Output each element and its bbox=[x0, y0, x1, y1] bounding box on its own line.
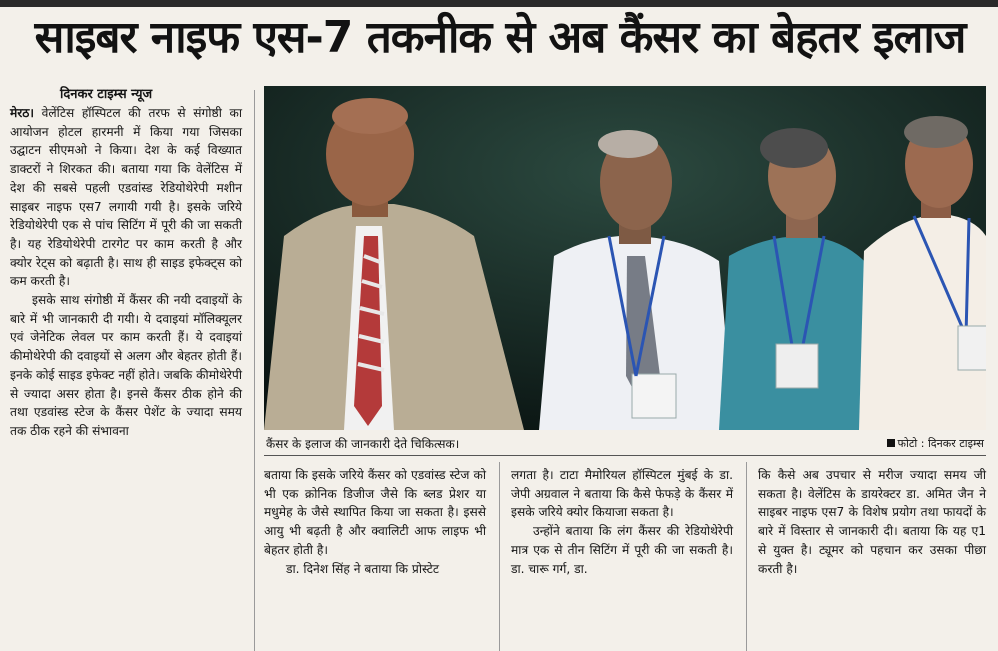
article-column-1 bbox=[10, 104, 242, 441]
article-column-3 bbox=[511, 466, 733, 578]
credit-square-icon bbox=[887, 439, 895, 447]
paragraph: लगता है। टाटा मैमोरियल हॉस्पिटल मुंबई के डा. जेपी अग्रवाल ने बताया कि कैसे फेफड़े के कैंसर में इसके जरिये क्योर कियाजा सकता है। bbox=[511, 468, 733, 520]
column-rule bbox=[499, 462, 500, 651]
article-column-4 bbox=[758, 466, 986, 578]
photo-credit bbox=[887, 436, 984, 451]
photo-illustration bbox=[264, 86, 986, 430]
column-rule bbox=[746, 462, 747, 651]
caption-divider bbox=[264, 455, 986, 456]
column-rule bbox=[254, 90, 255, 651]
paragraph: डा. दिनेश सिंह ने बताया कि प्रोस्टेट bbox=[286, 561, 440, 576]
page-top-strip bbox=[0, 0, 998, 7]
photo-credit-text: फोटो : दिनकर टाइम्स bbox=[897, 437, 984, 450]
paragraph: उन्होंने बताया कि लंग कैंसर की रेडियोथेरेपी मात्र एक से तीन सिटिंग में पूरी की जा सकती है। डा. चारू गर्ग, डा. bbox=[511, 524, 733, 576]
dateline: मेरठ। bbox=[10, 106, 34, 120]
paragraph-text: वेलेंटिस हॉस्पिटल की तरफ से संगोष्ठी का आयोजन होटल हारमनी में किया गया जिसका उद्घाटन सीएमओ ने किया। देश के कई विख्यात डाक्टरों ने शिरकत की। बताया गया कि वेलेंटिस में देश की सबसे पहली एडवांस्ड रेडियोथेरेपी मशीन साइबर नाइफ एस7 लगायी गयी है। इसके जरिये रेडियोथेरेपी एक से पांच सिटिंग में पूरी की जा सकती है। यह रेडियोथेरेपी टारगेट पर काम करती है और क्योर रेट्स को बढ़ाती है। साथ ही साइड इफेक्ट्स को कम करती है। bbox=[10, 106, 243, 289]
byline: दिनकर टाइम्स न्यूज bbox=[60, 87, 153, 102]
paragraph: कि कैसे अब उपचार से मरीज ज्यादा समय जी सकता है। वेलेंटिस के डायरेक्टर डा. अमित जैन ने साइबर नाइफ एस7 के विशेष प्रयोग तथा फायदों के बारे में विस्तार से जानकारी दी। बताया कि यह ए1 से युक्त है। ट्यूमर को पहचान कर उसका पीछा करती है। bbox=[758, 468, 986, 576]
photo-caption: कैंसर के इलाज की जानकारी देते चिकित्सक। bbox=[266, 437, 460, 451]
paragraph: इसके साथ संगोष्ठी में कैंसर की नयी दवाइयों के बारे में भी जानकारी दी गयी। ये दवाइयां मॉलिक्यूलर एवं जेनेटिक लेवल पर काम करती हैं। ये दवाइयां कीमोथेरेपी की दवाइयों से अलग और बेहतर होती हैं। इनके कोई साइड इफेक्ट नहीं होते। जबकि कीमोथेरेपी से ज्यादा असर होता है। इनसे कैंसर ठीक होने की तथा एडवांस्ड स्टेज के कैंसर पेशेंट के ज्यादा समय तक ठीक रहने की संभावना bbox=[10, 293, 242, 438]
paragraph: बताया कि इसके जरिये कैंसर को एडवांस्ड स्टेज को भी एक क्रोनिक डिजीज जैसे कि ब्लड प्रेशर या मधुमेह के जैसे स्थापित किया जा सकता है। इससे आयु भी बढ़ती है और क्वालिटी आफ लाइफ भी बेहतर होती है। bbox=[264, 468, 486, 557]
headline: साइबर नाइफ एस-7 तकनीक से अब कैंसर का बेहतर इलाज bbox=[34, 12, 966, 63]
paragraph bbox=[10, 104, 242, 291]
news-photo bbox=[264, 86, 986, 430]
article-column-2 bbox=[264, 466, 486, 578]
